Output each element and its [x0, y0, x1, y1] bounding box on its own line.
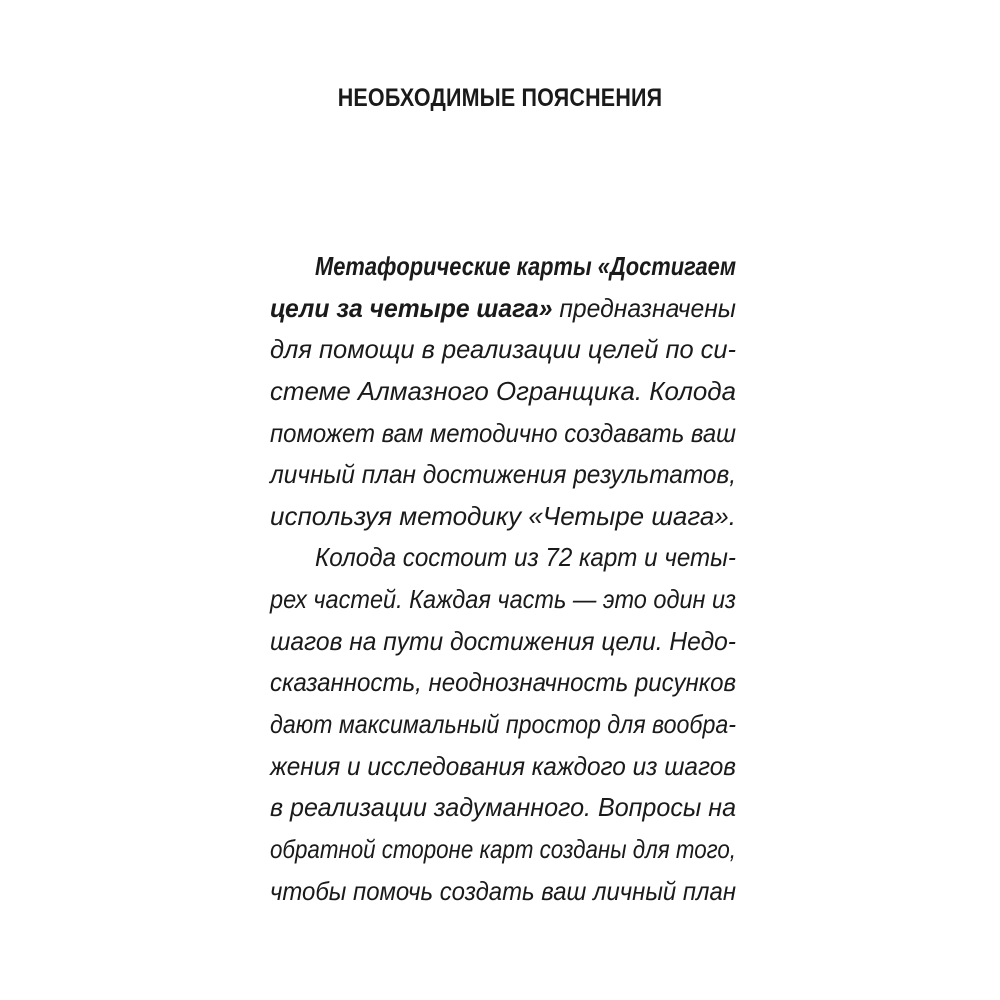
text-run: дают максимальный простор для вообра-: [270, 709, 736, 740]
text-run: стеме Алмазного Огранщика. Колода: [270, 375, 737, 406]
text-line: [277, 246, 774, 288]
text-line: [270, 579, 736, 621]
text-line: [270, 371, 736, 413]
text-run: личный план достижения результатов,: [270, 459, 737, 490]
text-run: используя методику «Четыре шага».: [270, 500, 736, 531]
text-line: [270, 746, 736, 788]
text-line: [270, 288, 736, 330]
bold-title: цели за четыре шага»: [270, 292, 553, 323]
section-heading: НЕОБХОДИМЫЕ ПОЯСНЕНИЯ: [337, 84, 663, 112]
text-run: рех частей. Каждая часть — это один из: [270, 584, 736, 615]
text-run: шагов на пути достижения цели. Недо-: [270, 625, 737, 656]
text-run: предназначены: [552, 292, 736, 323]
text-run: жения и исследования каждого из шагов: [270, 750, 736, 781]
text-line: [270, 329, 736, 371]
text-line: [273, 537, 778, 579]
body-text: [270, 246, 736, 912]
text-run: Колода состоит из 72 карт и четы-: [315, 542, 736, 573]
text-line: [270, 621, 736, 663]
text-run: в реализации задуманного. Вопросы на: [270, 792, 737, 823]
text-line: [270, 787, 736, 829]
text-run: обратной стороне карт созданы для того,: [270, 833, 737, 864]
text-run: для помощи в реализации целей по си-: [270, 334, 736, 365]
text-line: [270, 413, 736, 455]
text-line: [270, 704, 736, 746]
text-line: [270, 454, 736, 496]
text-run: сказанность, неоднозначность рисунков: [270, 667, 737, 698]
text-line: [270, 662, 736, 704]
text-run: чтобы помочь создать ваш личный план: [270, 875, 736, 906]
text-line: [270, 496, 736, 538]
text-line: [270, 871, 736, 913]
text-line: [270, 829, 736, 871]
bold-title: Метафорические карты «Достигаем: [315, 251, 737, 281]
text-run: поможет вам методично создавать ваш: [270, 417, 737, 448]
